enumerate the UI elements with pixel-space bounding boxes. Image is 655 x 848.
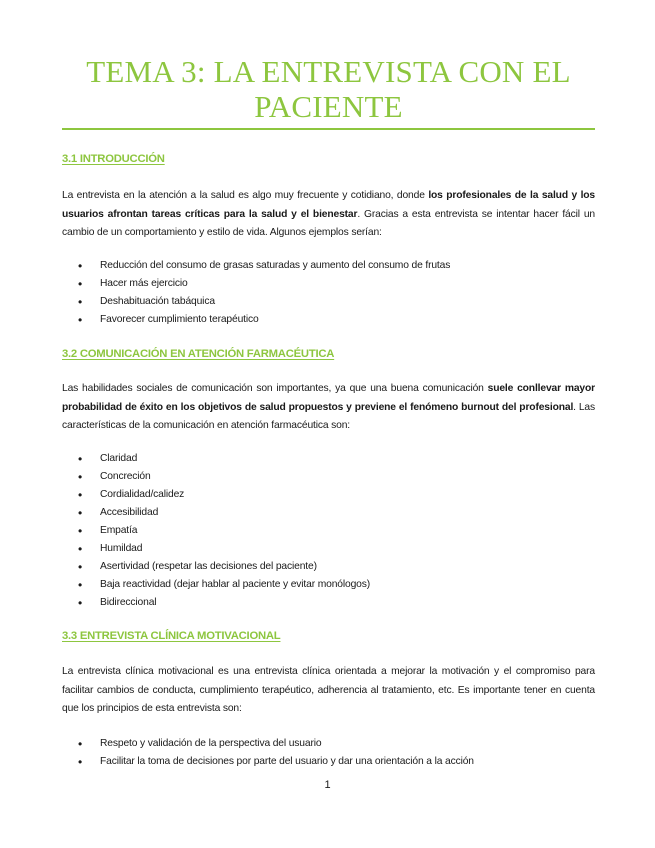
list-item: • Asertividad (respetar las decisiones del paciente) [62,558,370,576]
list-item: • Reducción del consumo de grasas saturadas y aumento del consumo de frutas [62,257,450,275]
paragraph-text: . Gracias a esta entrevista se intentar hacer fácil un cambio de un comportamiento y estilo de vida. Algunos ejemplos serían: [62,208,595,239]
list-item: • Hacer más ejercicio [62,275,450,293]
section-heading-introduccion: 3.1 INTRODUCCIÓN [62,153,165,165]
list-item: • Claridad [62,450,370,468]
list-item: • Baja reactividad (dejar hablar al paciente y evitar monólogos) [62,576,370,594]
bullet-list-entrevista-motivacional [62,735,474,771]
page-number: 1 [324,779,331,791]
paragraph-text: Las habilidades sociales de comunicación son importantes, ya que una buena comunicación [62,383,488,394]
section-heading-comunicacion: 3.2 COMUNICACIÓN EN ATENCIÓN FARMACÉUTICA [62,348,335,360]
paragraph-bold-text: los profesionales de la salud y los usuarios afrontan tareas críticas para la salud y el bienestar [62,190,595,220]
bullet-list-comunicacion [62,450,370,612]
paragraph-text: La entrevista en la atención a la salud es algo muy frecuente y cotidiano, donde [62,190,429,201]
list-item: • Concreción [62,468,370,486]
list-item: • Accesibilidad [62,504,370,522]
bullet-list-introduccion [62,257,450,329]
page-title: TEMA 3: LA ENTREVISTA CON EL PACIENTE [86,54,571,124]
section-heading-entrevista-motivacional: 3.3 ENTREVISTA CLÍNICA MOTIVACIONAL [62,630,281,642]
list-item: • Deshabituación tabáquica [62,293,450,311]
paragraph-text: . Las características de la comunicación en atención farmacéutica son: [62,401,595,432]
list-item: • Respeto y validación de la perspectiva del usuario [62,735,474,753]
section-paragraph-introduccion [62,187,595,243]
list-item: • Bidireccional [62,594,370,612]
paragraph-bold-text: suele conllevar mayor probabilidad de éxito en los objetivos de salud propuestos y previene el fenómeno burnout del profesional [62,383,595,413]
section-paragraph-comunicacion [62,380,595,436]
list-item: • Favorecer cumplimiento terapéutico [62,311,450,329]
title-divider [62,128,595,130]
list-item: • Humildad [62,540,370,558]
section-paragraph-entrevista-motivacional: La entrevista clínica motivacional es una entrevista clínica orientada a mejorar la motivación y el compromiso para facilitar cambios de conducta, cumplimiento terapéutico, adherencia al tratamiento, etc. Es importante tener en cuenta que los principios de esta entrevista son: [62,666,595,715]
list-item: • Cordialidad/calidez [62,486,370,504]
list-item: • Facilitar la toma de decisiones por parte del usuario y dar una orientación a la acción [62,753,474,771]
list-item: • Empatía [62,522,370,540]
